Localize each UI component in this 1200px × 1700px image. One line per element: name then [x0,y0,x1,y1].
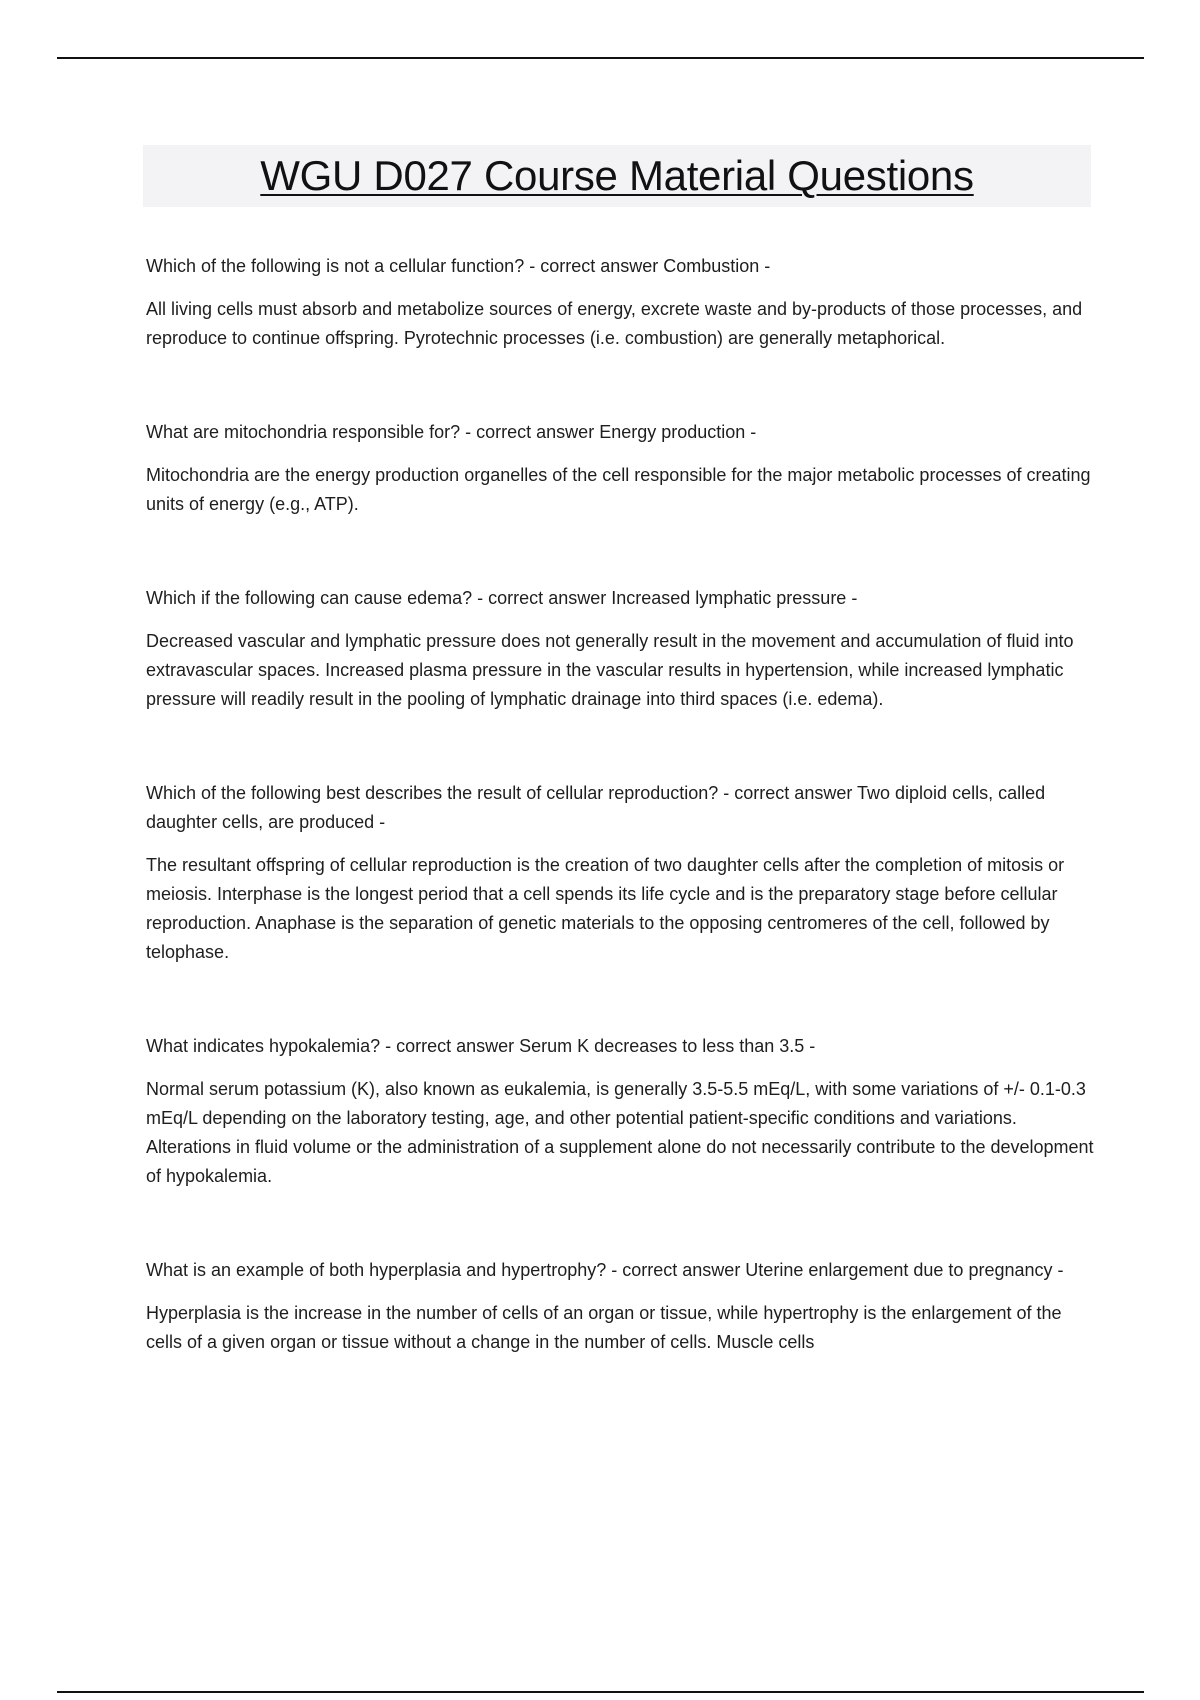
explanation-text: Mitochondria are the energy production organelles of the cell responsible for the major metabolic processes of creating units of energy (e.g., ATP). [146,465,1091,514]
explanation-text: All living cells must absorb and metabolize sources of energy, excrete waste and by-products of those processes, and reproduce to continue offspring. Pyrotechnic processes (i.e. combustion) are generally metaphorical. [146,299,1083,348]
question-text: What is an example of both hyperplasia and hypertrophy? - correct answer Uterine enlargement due to pregnancy - [146,1260,1064,1280]
explanation-text: The resultant offspring of cellular reproduction is the creation of two daughter cells after the completion of mitosis or meiosis. Interphase is the longest period that a cell spends its life cycle and is the preparatory stage before cellular reproduction. Anaphase is the separation of genetic materials to the opposing centromeres of the cell, followed by telophase. [146,855,1065,962]
page-title: WGU D027 Course Material Questions [260,152,974,199]
qa-item [146,1032,1096,1191]
question-text: What indicates hypokalemia? - correct answer Serum K decreases to less than 3.5 - [146,1036,816,1056]
question-text: Which of the following best describes the result of cellular reproduction? - correct answer Two diploid cells, called daughter cells, are produced - [146,783,1046,832]
question-text: Which if the following can cause edema? - correct answer Increased lymphatic pressure - [146,588,858,608]
qa-item [146,252,1096,353]
qa-item [146,779,1096,967]
question-text: Which of the following is not a cellular function? - correct answer Combustion - [146,256,771,276]
explanation-text: Hyperplasia is the increase in the number of cells of an organ or tissue, while hypertrophy is the enlargement of the cells of a given organ or tissue without a change in the number of cells. Muscle cells [146,1303,1062,1352]
question-text: What are mitochondria responsible for? - correct answer Energy production - [146,422,757,442]
explanation-text: Normal serum potassium (K), also known as eukalemia, is generally 3.5-5.5 mEq/L, with some variations of +/- 0.1-0.3 mEq/L depending on the laboratory testing, age, and other potential patient-specific conditions and variations. Alterations in fluid volume or the administration of a supplement alone do not necessarily contribute to the development of hypokalemia. [146,1079,1094,1186]
qa-item [146,1256,1096,1357]
header-rule [57,57,1144,59]
document-body [146,252,1096,1422]
qa-item [146,584,1096,714]
footer-rule [57,1691,1144,1693]
explanation-text: Decreased vascular and lymphatic pressure does not generally result in the movement and accumulation of fluid into extravascular spaces. Increased plasma pressure in the vascular results in hypertension, while increased lymphatic pressure will readily result in the pooling of lymphatic drainage into third spaces (i.e. edema). [146,631,1074,709]
title-banner [143,145,1091,207]
qa-item [146,418,1096,519]
